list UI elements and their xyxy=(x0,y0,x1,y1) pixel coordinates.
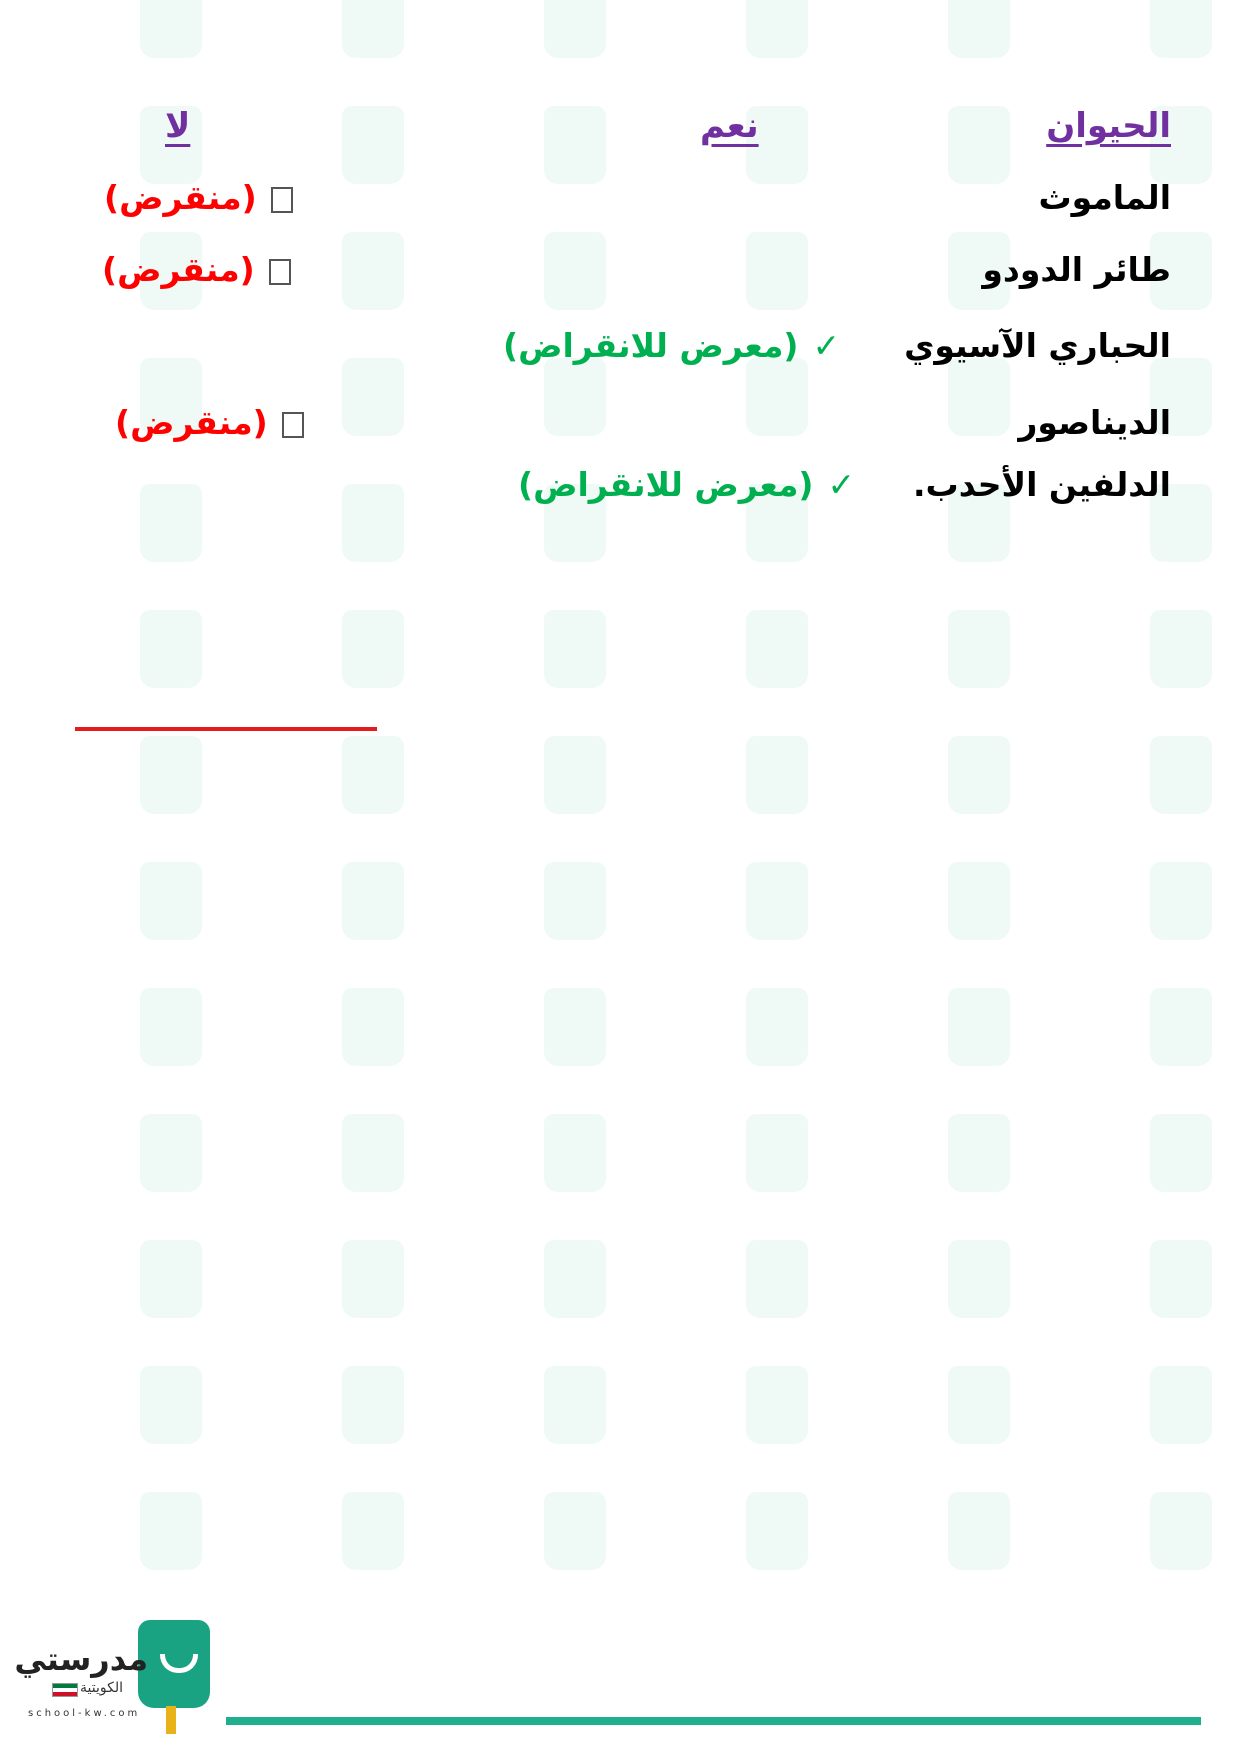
check-icon: ✓ xyxy=(812,326,841,365)
table-row xyxy=(0,403,1241,463)
check-icon: ✓ xyxy=(827,465,856,504)
red-answer-line xyxy=(75,727,377,731)
logo-subtitle: الكويتية xyxy=(80,1680,123,1696)
status-text: (معرض للانقراض) xyxy=(518,465,814,504)
status-text: (منقرض) xyxy=(115,403,268,442)
animal-name: الدلفين الأحدب. xyxy=(913,465,1171,504)
answer-no xyxy=(115,403,304,442)
animal-name: الديناصور xyxy=(1018,403,1171,442)
answer-yes xyxy=(518,465,855,504)
animal-name: الحباري الآسيوي xyxy=(904,326,1171,365)
kuwait-flag-icon xyxy=(52,1683,78,1697)
table-row xyxy=(0,465,1241,525)
header-animal: الحيوان xyxy=(1046,106,1171,146)
logo-badge-icon xyxy=(138,1620,210,1708)
bookmark-pin-icon xyxy=(166,1706,176,1734)
status-text: (معرض للانقراض) xyxy=(503,326,799,365)
status-text: (منقرض) xyxy=(104,178,257,217)
checkbox-icon xyxy=(271,187,293,213)
answer-no xyxy=(104,178,293,217)
table-row xyxy=(0,326,1241,386)
table-row xyxy=(0,250,1241,310)
header-no: لا xyxy=(165,106,191,146)
answer-no xyxy=(102,250,291,289)
logo-url: school-kw.com xyxy=(28,1708,141,1719)
checkbox-icon xyxy=(282,412,304,438)
animal-name: الماموث xyxy=(1038,178,1171,217)
school-logo xyxy=(14,1618,220,1748)
header-yes: نعم xyxy=(700,106,759,146)
status-text: (منقرض) xyxy=(102,250,255,289)
checkbox-icon xyxy=(269,259,291,285)
answer-yes xyxy=(503,326,840,365)
animal-name: طائر الدودو xyxy=(982,250,1171,289)
table-row xyxy=(0,178,1241,238)
logo-name: مدرستي xyxy=(14,1640,148,1678)
footer-line xyxy=(226,1717,1201,1725)
